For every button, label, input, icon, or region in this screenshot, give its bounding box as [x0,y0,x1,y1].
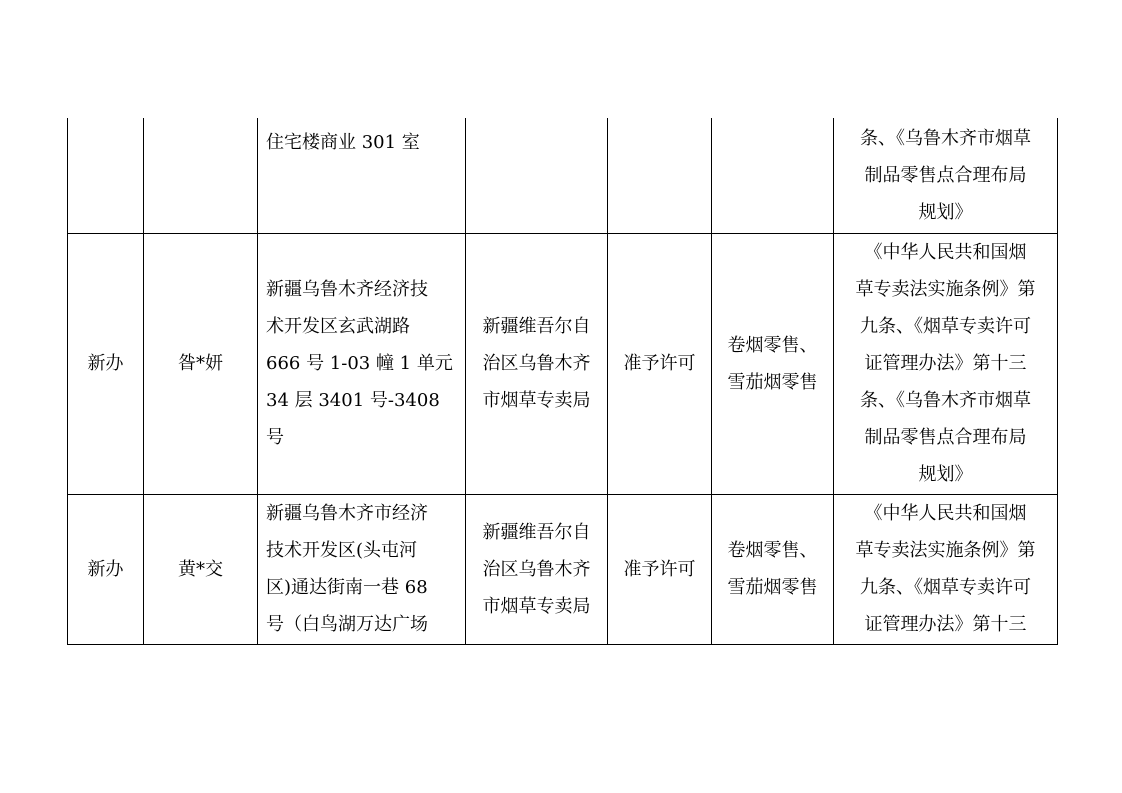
cell-name [144,118,258,233]
cell-basis: 《中华人民共和国烟 草专卖法实施条例》第 九条、《烟草专卖许可 证管理办法》第十三 [834,494,1058,644]
cell-scope [712,118,834,233]
cell-name: 黄*交 [144,494,258,644]
cell-authority: 新疆维吾尔自 治区乌鲁木齐 市烟草专卖局 [466,494,608,644]
cell-type: 新办 [68,494,144,644]
table-row [68,494,1058,644]
cell-authority: 新疆维吾尔自 治区乌鲁木齐 市烟草专卖局 [466,233,608,494]
cell-type: 新办 [68,233,144,494]
cell-authority [466,118,608,233]
cell-scope: 卷烟零售、 雪茄烟零售 [712,494,834,644]
cell-address: 新疆乌鲁木齐市经济 技术开发区(头屯河 区)通达街南一巷 68 号（白鸟湖万达广场 [258,494,466,644]
cell-decision: 准予许可 [608,233,712,494]
cell-address: 住宅楼商业 301 室 [258,118,466,233]
cell-type [68,118,144,233]
cell-basis: 条、《乌鲁木齐市烟草 制品零售点合理布局 规划》 [834,118,1058,233]
license-table [67,118,1058,645]
cell-address: 新疆乌鲁木齐经济技 术开发区玄武湖路 666 号 1-03 幢 1 单元 34 层 3401 号-3408 号 [258,233,466,494]
table-row [68,233,1058,494]
cell-scope: 卷烟零售、 雪茄烟零售 [712,233,834,494]
cell-decision: 准予许可 [608,494,712,644]
table-row [68,118,1058,233]
cell-basis: 《中华人民共和国烟 草专卖法实施条例》第 九条、《烟草专卖许可 证管理办法》第十三 条、《乌鲁木齐市烟草 制品零售点合理布局 规划》 [834,233,1058,494]
cell-decision [608,118,712,233]
cell-name: 昝*妍 [144,233,258,494]
